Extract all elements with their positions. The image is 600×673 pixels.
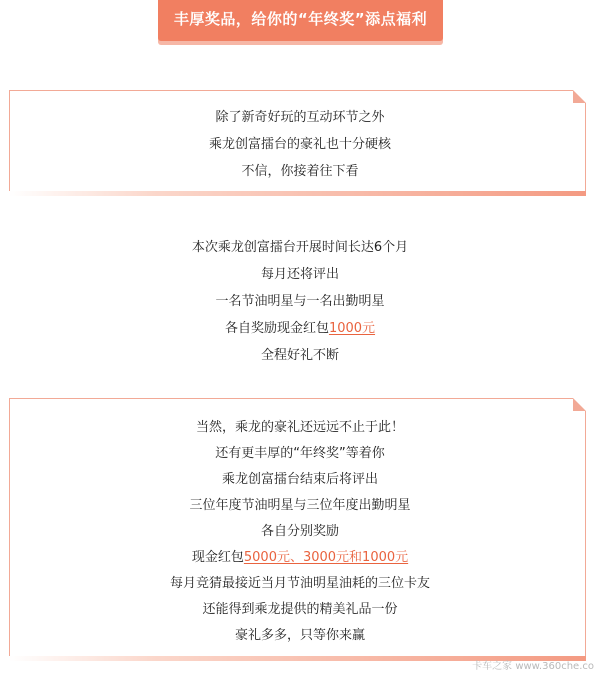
monthly-line-2: 每月还将评出 <box>260 267 339 282</box>
monthly-reward-amount: 1000元 <box>328 321 376 336</box>
intro-line-3: 不信，你接着往下看 <box>241 164 359 179</box>
year-end-line-9: 豪礼多多，只等你来赢 <box>234 628 365 643</box>
monthly-line-1: 本次乘龙创富擂台开展时间长达6个月 <box>191 240 409 255</box>
monthly-line-5: 全程好礼不断 <box>260 348 339 363</box>
monthly-line-3: 一名节油明星与一名出勤明星 <box>215 294 385 309</box>
year-end-reward-prefix: 现金红包 <box>191 550 244 565</box>
section-header: 丰厚奖品，给你的“年终奖”添点福利 <box>158 0 443 41</box>
corner-fold <box>573 90 586 103</box>
year-end-line-1: 当然，乘龙的豪礼还远远不止于此！ <box>195 420 404 435</box>
year-end-line-7: 每月竞猜最接近当月节油明星油耗的三位卡友 <box>169 576 430 591</box>
corner-fold <box>573 398 586 411</box>
year-end-line-4: 三位年度节油明星与三位年度出勤明星 <box>189 498 411 513</box>
year-end-reward-amount: 5000元、3000元和1000元 <box>243 550 409 565</box>
year-end-line-3: 乘龙创富擂台结束后将评出 <box>221 472 378 487</box>
site-watermark: 卡车之家 www.360che.co <box>472 661 594 672</box>
year-end-line-2: 还有更丰厚的“年终奖”等着你 <box>215 446 385 461</box>
intro-line-1: 除了新奇好玩的互动环节之外 <box>215 110 385 125</box>
monthly-reward-prefix: 各自奖励现金红包 <box>224 321 329 336</box>
monthly-line-4 <box>0 317 600 336</box>
intro-box-shadow-bar <box>9 191 586 196</box>
intro-line-2: 乘龙创富擂台的豪礼也十分硬核 <box>208 137 391 152</box>
year-end-line-5: 各自分别奖励 <box>260 524 339 539</box>
year-end-line-6 <box>0 546 600 565</box>
year-end-line-8: 还能得到乘龙提供的精美礼品一份 <box>202 602 398 617</box>
